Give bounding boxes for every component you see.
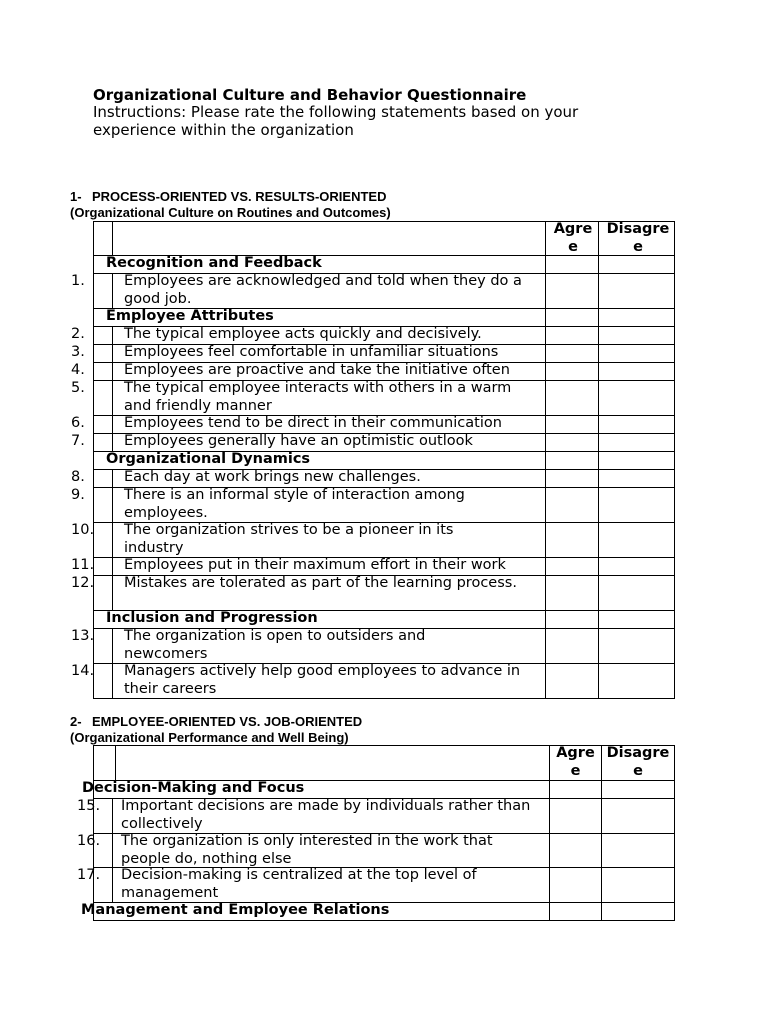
item-number: 14. [71, 663, 95, 679]
item-text: Employees are acknowledged and told when they do a good job. [124, 273, 522, 307]
item-text: The typical employee interacts with others in a warm and friendly manner [124, 380, 512, 414]
agree-header-1: Agree [553, 221, 593, 255]
category-decision-making: Decision-Making and Focus [82, 780, 305, 796]
item-number: 10. [71, 522, 95, 538]
item-number: 6. [71, 415, 85, 431]
item-text: Managers actively help good employees to advance in their careers [124, 663, 521, 697]
item-number: 17. [77, 867, 101, 883]
item-number: 2. [71, 326, 85, 342]
section1-number: 1- [70, 189, 82, 204]
item-number: 12. [71, 575, 95, 591]
instructions: Instructions: Please rate the following statements based on your experience within the organization [93, 103, 579, 139]
item-number: 11. [71, 557, 95, 573]
item-number: 15. [77, 798, 101, 814]
item-text: Mistakes are tolerated as part of the learning process. [124, 575, 517, 591]
item-number: 5. [71, 380, 85, 396]
item-text: Employees are proactive and take the initiative often [124, 362, 510, 378]
item-text: Employees generally have an optimistic outlook [124, 433, 473, 449]
document-title: Organizational Culture and Behavior Questionnaire [93, 86, 527, 104]
item-text: The typical employee acts quickly and decisively. [124, 326, 482, 342]
item-text: Each day at work brings new challenges. [124, 469, 421, 485]
item-number: 7. [71, 433, 85, 449]
category-inclusion: Inclusion and Progression [106, 610, 318, 626]
item-number: 3. [71, 344, 85, 360]
item-text: Employees put in their maximum effort in their work [124, 557, 506, 573]
category-employee-attributes: Employee Attributes [106, 308, 274, 324]
item-number: 4. [71, 362, 85, 378]
section1-subheading: (Organizational Culture on Routines and Outcomes) [70, 205, 391, 220]
section2-number: 2- [70, 714, 82, 729]
section1-title: PROCESS-ORIENTED VS. RESULTS-ORIENTED [92, 189, 387, 204]
item-number: 9. [71, 487, 85, 503]
category-organizational-dynamics: Organizational Dynamics [106, 451, 311, 467]
disagree-header-2: Disagree [606, 745, 670, 779]
item-text: Important decisions are made by individuals rather than collectively [121, 798, 531, 832]
item-text: Employees feel comfortable in unfamiliar situations [124, 344, 499, 360]
section2-title: EMPLOYEE-ORIENTED VS. JOB-ORIENTED [92, 714, 363, 729]
item-text: Decision-making is centralized at the top level of management [121, 867, 477, 901]
category-recognition: Recognition and Feedback [106, 255, 322, 271]
item-text: The organization strives to be a pioneer in its industry [124, 522, 454, 556]
category-management-relations: Management and Employee Relations [81, 902, 390, 918]
disagree-header-1: Disagree [606, 221, 670, 255]
item-text: There is an informal style of interaction among employees. [124, 487, 465, 521]
item-text: Employees tend to be direct in their communication [124, 415, 502, 431]
item-number: 1. [71, 273, 85, 289]
item-number: 8. [71, 469, 85, 485]
item-number: 13. [71, 628, 95, 644]
item-text: The organization is only interested in the work that people do, nothing else [121, 833, 493, 867]
section2-subheading: (Organizational Performance and Well Being) [70, 730, 349, 745]
item-text: The organization is open to outsiders and newcomers [124, 628, 426, 662]
item-number: 16. [77, 833, 101, 849]
agree-header-2: Agree [556, 745, 595, 779]
